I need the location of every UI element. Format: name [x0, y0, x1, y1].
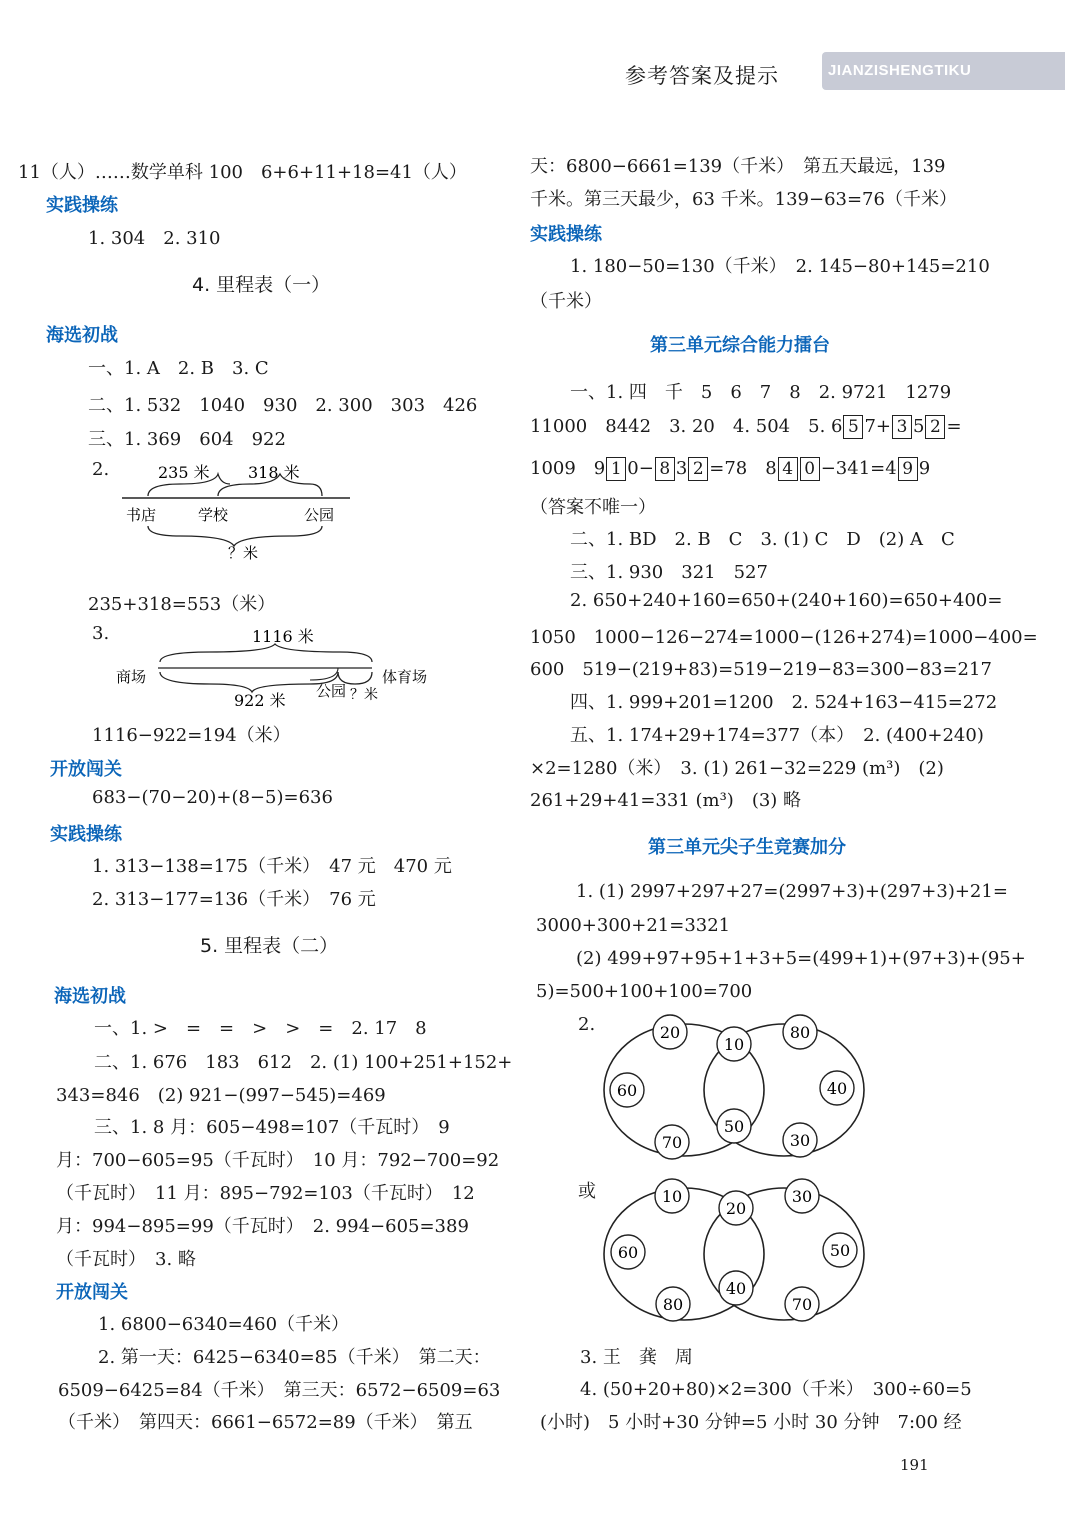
text-line: 683−(70−20)+(8−5)=636: [92, 787, 333, 808]
label-xuexiao: 学校: [198, 506, 229, 524]
answer-box: 3: [892, 415, 912, 439]
text-line: 600 519−(219+83)=519−219−83=300−83=217: [530, 659, 992, 680]
text-line: 月：700−605=95（千瓦时） 10 月：792−700=92: [56, 1150, 500, 1171]
distance-diagram-1: [110, 458, 360, 566]
node-value: 10: [661, 1187, 683, 1206]
circle-node: [820, 1071, 854, 1105]
text-line: 三、1. 8 月：605−498=107（千瓦时） 9: [94, 1117, 450, 1138]
section-heading: 实践操练: [530, 224, 602, 245]
text-line: 2.: [578, 1014, 596, 1035]
text-line: （千米） 第四天：6661−6572=89（千米） 第五: [58, 1412, 473, 1433]
section-title-unit3: 第三单元综合能力擂台: [650, 335, 830, 356]
label-318: 318 米: [248, 463, 300, 482]
section-heading: 实践操练: [50, 824, 122, 845]
circle-node: [783, 1015, 817, 1049]
section-heading: 开放闯关: [50, 759, 122, 780]
text-line: 2. 313−177=136（千米） 76 元: [92, 889, 376, 910]
text-line: 1. 304 2. 310: [88, 228, 221, 249]
text-line: (2) 499+97+95+1+3+5=(499+1)+(97+3)+(95+: [576, 948, 1026, 969]
text: 7+: [864, 416, 892, 437]
label-question2: ？米: [350, 687, 378, 703]
header-tab: JIANZISHENGTIKU: [822, 52, 1065, 90]
text: 11000 8442 3. 20 4. 504 5. 6: [530, 416, 843, 437]
text-line: 1. 313−138=175（千米） 47 元 470 元: [92, 856, 452, 877]
answer-box: 0: [800, 457, 820, 481]
node-value: 20: [725, 1199, 747, 1218]
text-line: 二、1. 532 1040 930 2. 300 303 426: [88, 395, 478, 416]
text-line: 343=846 (2) 921−(997−545)=469: [56, 1085, 386, 1106]
circle-node: [655, 1179, 689, 1213]
node-value: 60: [616, 1081, 638, 1100]
text-line: 2.: [92, 459, 110, 480]
text-line: 一、1. 四 千 5 6 7 8 2. 9721 1279: [570, 382, 952, 403]
circle-puzzle-2: [600, 1172, 870, 1332]
text-line-boxes: [530, 454, 930, 481]
node-value: 70: [791, 1295, 813, 1314]
distance-diagram-2: [110, 624, 450, 714]
answer-box: 1: [606, 457, 626, 481]
section-heading: 海选初战: [46, 325, 118, 346]
answer-box: 9: [898, 457, 918, 481]
text-line: 1. 6800−6340=460（千米）: [98, 1314, 350, 1335]
text-line: 1. 180−50=130（千米） 2. 145−80+145=210: [570, 256, 990, 277]
text-line: 3. 王 龚 周: [580, 1347, 693, 1368]
answer-box: 2: [688, 457, 708, 481]
circle-node: [719, 1271, 753, 1305]
text-line: 一、1. A 2. B 3. C: [88, 358, 269, 379]
circle-node: [717, 1027, 751, 1061]
circle-node: [719, 1191, 753, 1225]
node-value: 50: [829, 1241, 851, 1260]
label-235: 235 米: [158, 463, 210, 482]
text-line: 天：6800−6661=139（千米） 第五天最远，139: [530, 156, 946, 177]
text-line: (小时) 5 小时+30 分钟=5 小时 30 分钟 7:00 经: [540, 1412, 962, 1433]
circle-node: [783, 1123, 817, 1157]
label-tiyuchang: 体育场: [382, 668, 428, 686]
node-value: 10: [723, 1035, 745, 1054]
text-line: ×2=1280（米） 3. (1) 261−32=229 (m³) (2): [530, 758, 944, 779]
node-value: 30: [791, 1187, 813, 1206]
text-line: （千瓦时） 11 月：895−792=103（千瓦时） 12: [56, 1183, 475, 1204]
label-922: 922 米: [234, 691, 286, 710]
text-line: 三、1. 369 604 922: [88, 429, 286, 450]
text-line: 四、1. 999+201=1200 2. 524+163−415=272: [570, 692, 998, 713]
header-title: 参考答案及提示: [625, 64, 779, 88]
node-value: 20: [659, 1023, 681, 1042]
label-gongyuan: 公园: [304, 506, 335, 524]
text-line: 11（人）……数学单科 100 6+6+11+18=41（人）: [18, 162, 467, 183]
answer-box: 5: [843, 415, 863, 439]
text-line: 3.: [92, 623, 110, 644]
text-line: 月：994−895=99（千瓦时） 2. 994−605=389: [56, 1216, 469, 1237]
text-line: 五、1. 174+29+174=377（本） 2. (400+240): [570, 725, 984, 746]
text: =78 8: [709, 458, 777, 479]
text: −341=4: [820, 458, 897, 479]
section-title-unit3-contest: 第三单元尖子生竞赛加分: [648, 837, 846, 858]
circle-node: [785, 1179, 819, 1213]
text: 5: [913, 416, 925, 437]
text-line: （答案不唯一）: [530, 497, 656, 518]
text-line: 千米。第三天最少，63 千米。139−63=76（千米）: [530, 189, 957, 210]
node-value: 30: [789, 1131, 811, 1150]
node-value: 80: [789, 1023, 811, 1042]
text-line: 4. (50+20+80)×2=300（千米） 300÷60=5: [580, 1379, 972, 1400]
answer-box: 8: [655, 457, 675, 481]
text-line: 三、1. 930 321 527: [570, 562, 768, 583]
section-heading: 实践操练: [46, 195, 118, 216]
text: 1009 9: [530, 458, 606, 479]
text-line: 一、1. > = = > > = 2. 17 8: [94, 1018, 427, 1039]
text-line: 1050 1000−126−274=1000−(126+274)=1000−400=: [530, 627, 1038, 648]
text-line: （千米）: [530, 291, 602, 312]
answer-box: 2: [925, 415, 945, 439]
node-value: 50: [723, 1117, 745, 1136]
circle-node: [656, 1287, 690, 1321]
text-line: 二、1. BD 2. B C 3. (1) C D (2) A C: [570, 529, 955, 550]
node-value: 70: [661, 1133, 683, 1152]
text-line: 5)=500+100+100=700: [536, 981, 753, 1002]
section-title: 4. 里程表（一）: [192, 274, 331, 296]
circle-node: [653, 1015, 687, 1049]
section-heading: 海选初战: [54, 986, 126, 1007]
text-line-boxes: [530, 412, 962, 439]
label-1116: 1116 米: [252, 627, 314, 646]
text: =: [946, 416, 962, 437]
section-heading: 开放闯关: [56, 1282, 128, 1303]
label-question: ？米: [228, 544, 259, 562]
section-title: 5. 里程表（二）: [200, 935, 339, 957]
node-value: 80: [662, 1295, 684, 1314]
label-shangchang: 商场: [116, 668, 147, 686]
text-line: 261+29+41=331 (m³) (3) 略: [530, 790, 802, 811]
circle-node: [785, 1287, 819, 1321]
text: 0−: [627, 458, 654, 479]
circle-node: [823, 1233, 857, 1267]
node-value: 60: [617, 1243, 639, 1262]
node-value: 40: [725, 1279, 747, 1298]
text-line: 或: [578, 1181, 596, 1202]
text-line: 3000+300+21=3321: [536, 915, 731, 936]
text-line: 6509−6425=84（千米） 第三天：6572−6509=63: [58, 1380, 501, 1401]
circle-node: [655, 1125, 689, 1159]
text-line: 二、1. 676 183 612 2. (1) 100+251+152+: [94, 1052, 513, 1073]
node-value: 40: [826, 1079, 848, 1098]
text-line: 2. 650+240+160=650+(240+160)=650+400=: [570, 590, 1003, 611]
answer-box: 4: [778, 457, 798, 481]
text-line: （千瓦时） 3. 略: [56, 1249, 196, 1270]
text-line: 235+318=553（米）: [88, 594, 276, 615]
text: 3: [675, 458, 688, 479]
circle-node: [717, 1109, 751, 1143]
text-line: 1. (1) 2997+297+27=(2997+3)+(297+3)+21=: [576, 881, 1008, 902]
label-shudian: 书店: [126, 506, 157, 524]
text-line: 1116−922=194（米）: [92, 725, 291, 746]
circle-node: [611, 1235, 645, 1269]
circle-node: [610, 1073, 644, 1107]
text-line: 2. 第一天：6425−6340=85（千米） 第二天：: [98, 1347, 491, 1368]
text: 9: [918, 458, 931, 479]
label-gongyuan2: 公园: [316, 682, 347, 700]
circle-puzzle-1: [600, 1008, 870, 1168]
page-number: 191: [900, 1456, 929, 1474]
